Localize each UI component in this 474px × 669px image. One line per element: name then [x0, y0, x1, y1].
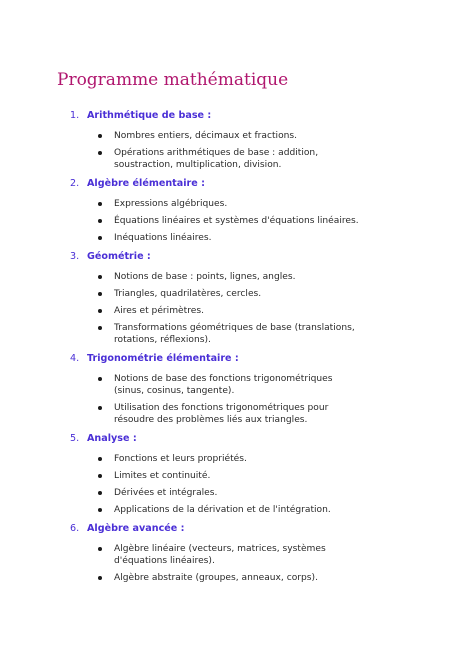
- list-item-text: Algèbre linéaire (vecteurs, matrices, systèmes d'équations linéaires).: [114, 544, 326, 566]
- section-number: 5.: [70, 433, 80, 444]
- list-item-text: Expressions algébriques.: [114, 199, 228, 209]
- bullet-icon: [98, 474, 102, 478]
- list-item-text: Applications de la dérivation et de l'intégration.: [114, 505, 331, 515]
- section-heading-label: Géométrie :: [87, 251, 151, 262]
- list-item: [114, 305, 359, 317]
- list-item: [114, 373, 359, 397]
- bullet-list: [0, 373, 474, 426]
- list-item: [114, 470, 359, 482]
- bullet-list: [0, 453, 474, 516]
- bullet-icon: [98, 547, 102, 551]
- bullet-icon: [98, 576, 102, 580]
- list-item-text: Algèbre abstraite (groupes, anneaux, corps).: [114, 573, 318, 583]
- list-item: [114, 504, 359, 516]
- section-number: 4.: [70, 353, 80, 364]
- list-item: [114, 572, 359, 584]
- list-item: [114, 198, 359, 210]
- bullet-list: [0, 198, 474, 244]
- list-item-text: Équations linéaires et systèmes d'équations linéaires.: [114, 216, 359, 226]
- section-analyse: [0, 431, 474, 516]
- list-item-text: Limites et continuité.: [114, 471, 211, 481]
- list-item-text: Triangles, quadrilatères, cercles.: [114, 289, 262, 299]
- page-title: Programme mathématique: [57, 70, 289, 90]
- list-item-text: Nombres entiers, décimaux et fractions.: [114, 131, 298, 141]
- list-item-text: Notions de base : points, lignes, angles.: [114, 272, 296, 282]
- bullet-list: [0, 130, 474, 171]
- list-item: [114, 487, 359, 499]
- list-item: [114, 130, 359, 142]
- section-heading-label: Arithmétique de base :: [87, 110, 212, 121]
- section-arithmetique: [0, 108, 474, 171]
- bullet-icon: [98, 309, 102, 313]
- section-algebre-avancee: [0, 521, 474, 584]
- section-heading: [70, 431, 474, 447]
- section-heading: [70, 351, 474, 367]
- section-heading: [70, 249, 474, 265]
- section-heading-label: Algèbre avancée :: [87, 523, 185, 534]
- list-item-text: Fonctions et leurs propriétés.: [114, 454, 247, 464]
- bullet-icon: [98, 275, 102, 279]
- list-item-text: Notions de base des fonctions trigonométriques (sinus, cosinus, tangente).: [114, 374, 333, 396]
- list-item: [114, 232, 359, 244]
- bullet-list: [0, 543, 474, 584]
- list-item-text: Aires et périmètres.: [114, 306, 204, 316]
- list-item: [114, 271, 359, 283]
- section-trigonometrie: [0, 351, 474, 426]
- list-item: [114, 288, 359, 300]
- section-number: 2.: [70, 178, 80, 189]
- bullet-icon: [98, 151, 102, 155]
- section-number: 1.: [70, 110, 80, 121]
- list-item: [114, 402, 359, 426]
- list-item: [114, 453, 359, 465]
- bullet-icon: [98, 377, 102, 381]
- bullet-icon: [98, 326, 102, 330]
- list-item: [114, 147, 359, 171]
- list-item: [114, 543, 359, 567]
- bullet-icon: [98, 134, 102, 138]
- bullet-icon: [98, 491, 102, 495]
- section-heading-label: Algèbre élémentaire :: [87, 178, 205, 189]
- list-item: [114, 215, 359, 227]
- bullet-icon: [98, 202, 102, 206]
- section-heading-label: Trigonométrie élémentaire :: [87, 353, 239, 364]
- bullet-icon: [98, 292, 102, 296]
- list-item-text: Inéquations linéaires.: [114, 233, 212, 243]
- list-item-text: Dérivées et intégrales.: [114, 488, 218, 498]
- list-item: [114, 322, 359, 346]
- section-geometrie: [0, 249, 474, 346]
- section-algebre-elementaire: [0, 176, 474, 244]
- section-number: 3.: [70, 251, 80, 262]
- section-heading: [70, 108, 474, 124]
- bullet-icon: [98, 406, 102, 410]
- section-heading-label: Analyse :: [87, 433, 137, 444]
- bullet-icon: [98, 236, 102, 240]
- bullet-icon: [98, 508, 102, 512]
- bullet-icon: [98, 219, 102, 223]
- list-item-text: Transformations géométriques de base (translations, rotations, réflexions).: [114, 323, 355, 345]
- bullet-icon: [98, 457, 102, 461]
- section-heading: [70, 521, 474, 537]
- bullet-list: [0, 271, 474, 346]
- list-item-text: Utilisation des fonctions trigonométriques pour résoudre des problèmes liés aux triangles.: [114, 403, 329, 425]
- section-heading: [70, 176, 474, 192]
- section-list: [0, 108, 474, 589]
- section-number: 6.: [70, 523, 80, 534]
- list-item-text: Opérations arithmétiques de base : addition, soustraction, multiplication, division.: [114, 148, 319, 170]
